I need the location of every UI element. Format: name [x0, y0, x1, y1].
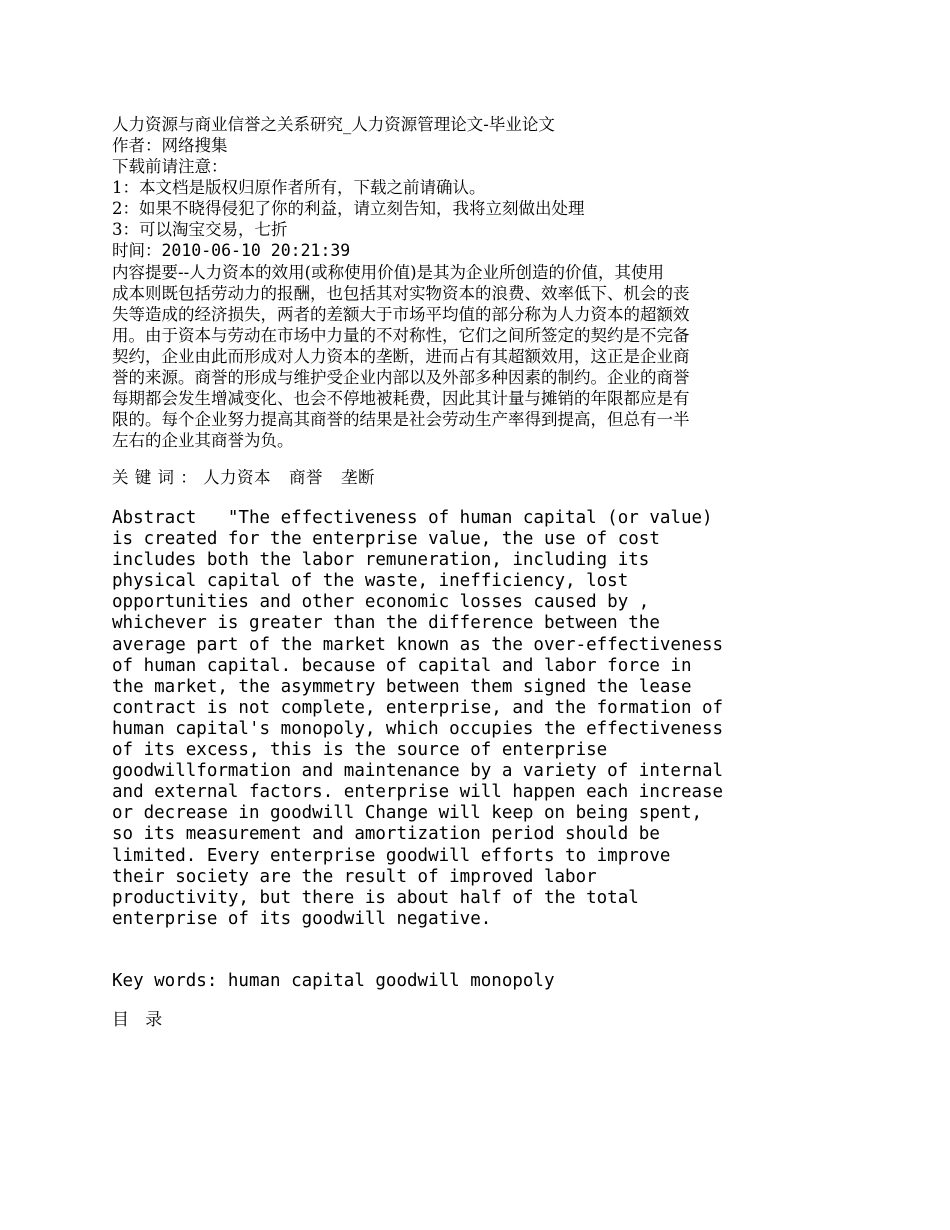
summary-line: 誉的来源。商誉的形成与维护受企业内部以及外部多种因素的制约。企业的商誉 [112, 368, 690, 387]
summary-line: 成本则既包括劳动力的报酬，也包括其对实物资本的浪费、效率低下、机会的丧 [112, 284, 690, 303]
abstract-line: so its measurement and amortization period should be [112, 824, 660, 845]
abstract-paragraph [112, 508, 772, 930]
abstract-line: of human capital. because of capital and labor force in [112, 655, 692, 676]
keywords-cn [112, 467, 772, 488]
notice-item: 3：可以淘宝交易，七折 [112, 220, 288, 239]
summary-line: 契约，企业由此而形成对人力资本的垄断，进而占有其超额效用，这正是企业商 [112, 347, 690, 366]
timestamp-line [112, 240, 772, 261]
keyword-term: 垄断 [341, 468, 375, 487]
abstract-line: average part of the market known as the over-effectiveness [112, 634, 724, 655]
abstract-line: goodwillformation and maintenance by a variety of internal [112, 761, 724, 782]
summary-line: 失等造成的经济损失，两者的差额大于市场平均值的部分称为人力资本的超额效 [112, 305, 690, 324]
notice-item: 2：如果不晓得侵犯了你的利益，请立刻告知，我将立刻做出处理 [112, 199, 585, 218]
notice-heading: 下载前请注意： [112, 157, 228, 176]
abstract-line: opportunities and other economic losses caused by , [112, 592, 650, 613]
keyword-term: 商誉 [289, 468, 323, 487]
abstract-line: enterprise of its goodwill negative. [112, 908, 492, 929]
keywords-cn-label: 关 键 词 ： [112, 468, 198, 487]
abstract-line: human capital's monopoly, which occupies the effectiveness [112, 718, 724, 739]
abstract-line: or decrease in goodwill Change will keep on being spent, [112, 803, 703, 824]
abstract-line: their society are the result of improved labor [112, 866, 597, 887]
summary-line: 内容提要--人力资本的效用(或称使用价值)是其为企业所创造的价值，其使用 [112, 263, 665, 282]
summary-line: 每期都会发生增减变化、也会不停地被耗费，因此其计量与摊销的年限都应是有 [112, 389, 690, 408]
abstract-line: physical capital of the waste, inefficiency, lost [112, 571, 629, 592]
summary-line: 用。由于资本与劳动在市场中力量的不对称性，它们之间所签定的契约是不完备 [112, 326, 690, 345]
document-title: 人力资源与商业信誉之关系研究_人力资源管理论文-毕业论文 [112, 115, 555, 134]
abstract-line: Abstract "The effectiveness of human capital (or value) [112, 508, 713, 528]
abstract-line: limited. Every enterprise goodwill efforts to improve [112, 845, 671, 866]
notice-item: 1：本文档是版权归原作者所有，下载之前请确认。 [112, 178, 486, 197]
abstract-line: of its excess, this is the source of enterprise [112, 740, 608, 761]
summary-paragraph [112, 262, 772, 451]
abstract-line: is created for the enterprise value, the use of cost [112, 529, 660, 550]
abstract-line: includes both the labor remuneration, including its [112, 550, 650, 571]
timestamp-value: 2010-06-10 20:21:39 [161, 241, 351, 260]
summary-line: 左右的企业其商誉为负。 [112, 431, 294, 450]
summary-line: 限的。每个企业努力提高其商誉的结果是社会劳动生产率得到提高，但总有一半 [112, 410, 690, 429]
abstract-line: productivity, but there is about half of the total [112, 887, 639, 908]
toc-heading: 目 录 [112, 1010, 163, 1031]
abstract-line: contract is not complete, enterprise, and the formation of [112, 697, 724, 718]
author-line: 作者：网络搜集 [112, 136, 228, 155]
abstract-line: and external factors. enterprise will happen each increase [112, 782, 724, 803]
abstract-line: whichever is greater than the difference between the [112, 613, 660, 634]
abstract-line: the market, the asymmetry between them signed the lease [112, 676, 692, 697]
document-page [112, 114, 772, 1048]
timestamp-label: 时间： [112, 241, 162, 260]
keyword-term: 人力资本 [203, 468, 271, 487]
keywords-en: Key words: human capital goodwill monopoly [112, 970, 555, 991]
